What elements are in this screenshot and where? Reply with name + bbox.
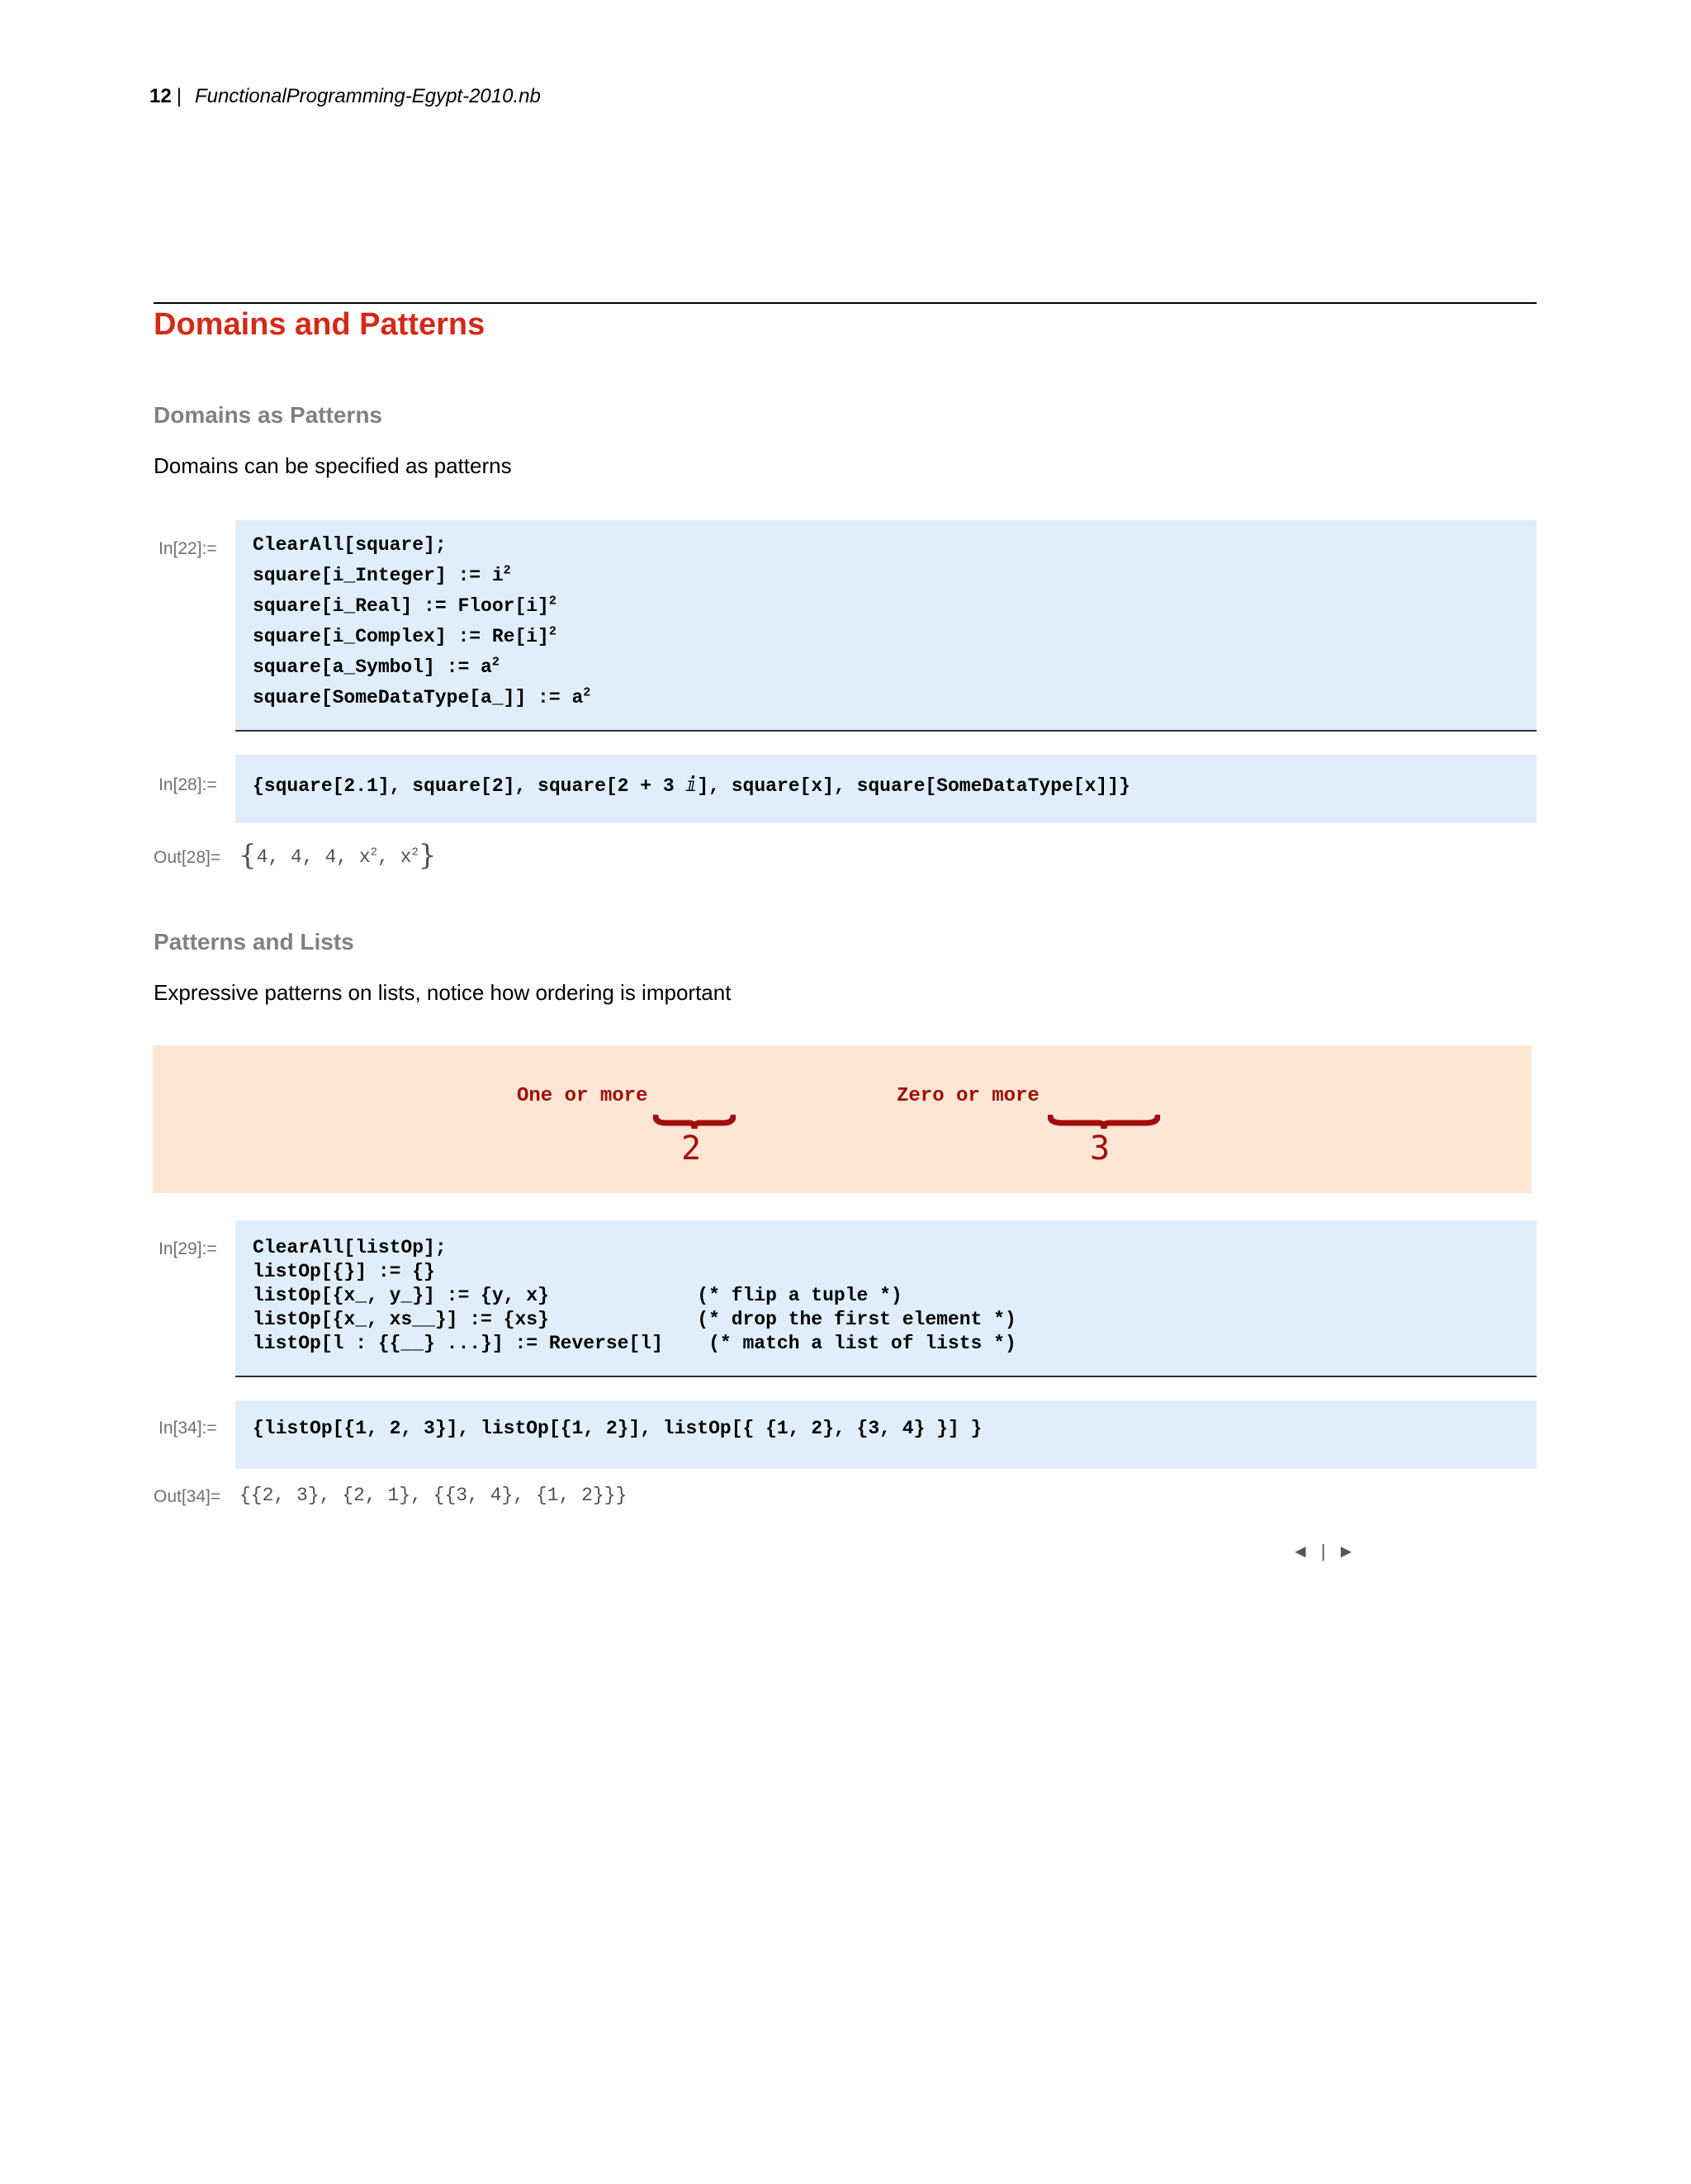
- in22-code-cell[interactable]: [235, 520, 1537, 732]
- underbrace-icon: [1048, 1115, 1160, 1131]
- code-line: {listOp[{1, 2, 3}], listOp[{1, 2}], listOp[{ {1, 2}, {3, 4} }] }: [253, 1418, 983, 1439]
- code-line: square[i_Complex] := $Re[i]^2$: [253, 624, 557, 647]
- underbrace-icon: [653, 1115, 736, 1131]
- section-divider: [154, 302, 1537, 304]
- zero-or-more-label: Zero or more: [897, 1085, 1040, 1107]
- in29-code-cell[interactable]: [235, 1220, 1537, 1377]
- zero-or-more-count: 3: [1090, 1130, 1111, 1168]
- code-line: square[i_Real] := $Floor[i]^2$: [253, 594, 557, 617]
- previous-arrow-icon[interactable]: ◄: [1291, 1541, 1310, 1561]
- code-line: ClearAll[listOp];: [253, 1237, 447, 1258]
- in34-code-cell[interactable]: [235, 1400, 1537, 1469]
- subsection-title-lists: Patterns and Lists: [154, 929, 354, 955]
- page-header: [149, 85, 541, 108]
- in22-label: In[22]:=: [159, 539, 217, 558]
- header-separator: |: [176, 85, 182, 107]
- code-line: {square[2.1], square[2], square[2 + 3 ⅈ], square[x], square[SomeDataType[x]]}: [253, 775, 1130, 797]
- one-or-more-count: 2: [681, 1130, 702, 1168]
- lists-description: Expressive patterns on lists, notice how ordering is important: [154, 980, 732, 1005]
- in29-label: In[29]:=: [159, 1239, 217, 1258]
- one-or-more-label: One or more: [517, 1085, 648, 1107]
- page-number: 12: [149, 85, 172, 107]
- in34-label: In[34]:=: [159, 1419, 217, 1438]
- out28-value: {4, 4, 4, $x^2$, $x^2$}: [239, 839, 437, 872]
- domains-description: Domains can be specified as patterns: [154, 453, 512, 478]
- code-line: ClearAll[square];: [253, 534, 447, 556]
- notebook-name: FunctionalProgramming-Egypt-2010.nb: [194, 85, 541, 107]
- next-arrow-icon[interactable]: ►: [1337, 1541, 1356, 1561]
- code-line: listOp[{}] := {}: [253, 1261, 435, 1282]
- out34-value: {{2, 3}, {2, 1}, {{3, 4}, {1, 2}}}: [239, 1485, 628, 1506]
- nav-separator: |: [1320, 1541, 1326, 1561]
- code-line: listOp[l : {{__} ...}] := Reverse[l] (* match a list of lists *): [253, 1333, 1016, 1354]
- section-title: Domains and Patterns: [154, 307, 486, 342]
- out34-label: Out[34]=: [154, 1487, 221, 1506]
- code-line: square[i_Integer] := $i^2$: [253, 563, 511, 586]
- pattern-illustration: [153, 1045, 1532, 1193]
- in28-label: In[28]:=: [159, 775, 217, 794]
- subsection-title-domains: Domains as Patterns: [154, 402, 382, 428]
- out28-label: Out[28]=: [154, 848, 221, 867]
- cell-navigation: [1291, 1541, 1355, 1562]
- in28-code-cell[interactable]: [235, 755, 1537, 823]
- code-line: square[a_Symbol] := $a^2$: [253, 655, 500, 678]
- code-line: listOp[{x_, y_}] := {y, x} (* flip a tuple *): [253, 1285, 902, 1306]
- code-line: listOp[{x_, xs__}] := {xs} (* drop the first element *): [253, 1309, 1016, 1330]
- code-line: square[SomeDataType[a_]] := $a^2$: [253, 685, 591, 708]
